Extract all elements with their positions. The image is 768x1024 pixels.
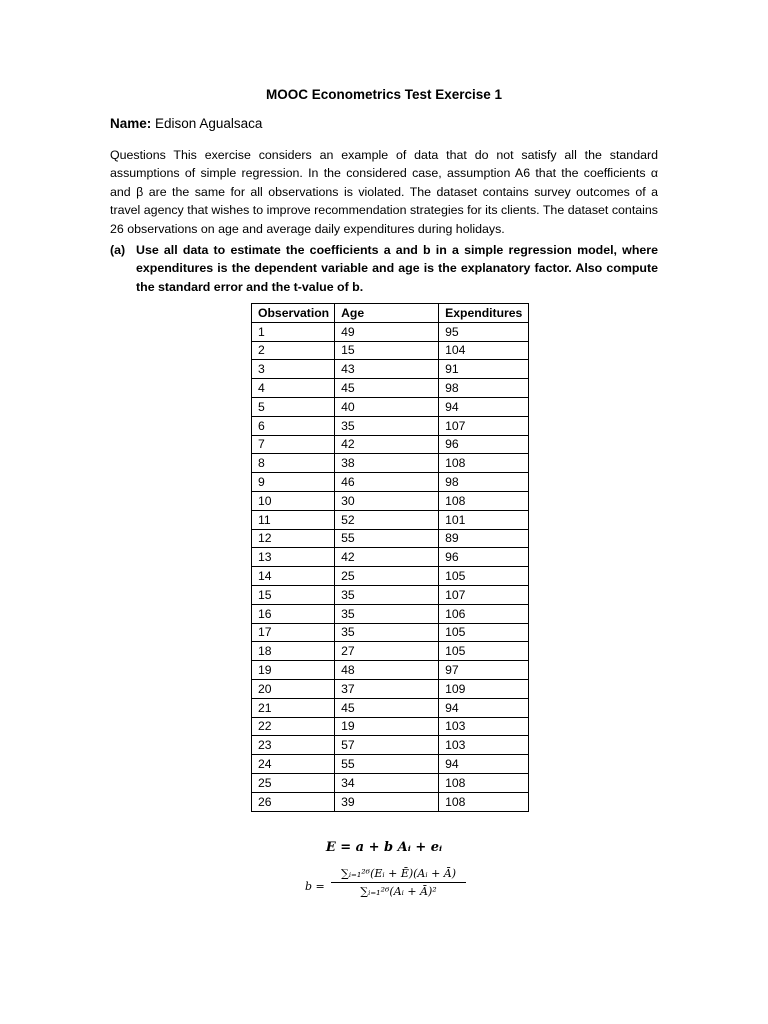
table-row <box>252 679 529 698</box>
cell-age: 39 <box>335 792 439 811</box>
b-formula-numerator: ∑ᵢ₌₁²⁶(Eᵢ + Ē)(Aᵢ + Ā) <box>331 867 466 883</box>
cell-observation: 2 <box>252 341 335 360</box>
cell-age: 35 <box>335 604 439 623</box>
cell-age: 37 <box>335 679 439 698</box>
cell-expenditures: 105 <box>439 642 529 661</box>
cell-observation: 26 <box>252 792 335 811</box>
intro-paragraph: Questions This exercise considers an example of data that do not satisfy all the standard assumptions of simple regression. In the considered case, assumption A6 that the coefficients α and β are the same for all observations is violated. The dataset contains survey outcomes of a travel agency that wishes to improve recommendation strategies for its clients. The dataset contains 26 observations on age and average daily expenditures during holidays. <box>110 148 658 236</box>
table-row <box>252 661 529 680</box>
cell-age: 19 <box>335 717 439 736</box>
cell-observation: 24 <box>252 755 335 774</box>
cell-observation: 16 <box>252 604 335 623</box>
name-label: Name: <box>110 116 152 131</box>
table-row <box>252 623 529 642</box>
cell-expenditures: 104 <box>439 341 529 360</box>
cell-age: 45 <box>335 379 439 398</box>
table-row <box>252 360 529 379</box>
table-row <box>252 604 529 623</box>
cell-expenditures: 98 <box>439 473 529 492</box>
cell-observation: 13 <box>252 548 335 567</box>
cell-age: 43 <box>335 360 439 379</box>
table-row <box>252 548 529 567</box>
table-row <box>252 416 529 435</box>
table-row <box>252 698 529 717</box>
table-row <box>252 510 529 529</box>
cell-observation: 19 <box>252 661 335 680</box>
cell-age: 30 <box>335 491 439 510</box>
b-formula-denominator: ∑ᵢ₌₁²⁶(Aᵢ + Ā)² <box>360 885 437 898</box>
table-row <box>252 454 529 473</box>
table-row <box>252 567 529 586</box>
b-formula-fraction <box>331 867 466 898</box>
cell-age: 40 <box>335 397 439 416</box>
table-row <box>252 341 529 360</box>
cell-observation: 15 <box>252 585 335 604</box>
cell-expenditures: 108 <box>439 773 529 792</box>
author-line <box>110 116 262 131</box>
table-header-row <box>252 304 529 323</box>
table-row <box>252 397 529 416</box>
cell-age: 55 <box>335 755 439 774</box>
question-a <box>110 241 658 296</box>
header-expenditures: Expenditures <box>439 304 529 323</box>
cell-expenditures: 108 <box>439 491 529 510</box>
table-row <box>252 322 529 341</box>
table-row <box>252 473 529 492</box>
cell-age: 25 <box>335 567 439 586</box>
cell-expenditures: 98 <box>439 379 529 398</box>
cell-expenditures: 89 <box>439 529 529 548</box>
cell-observation: 21 <box>252 698 335 717</box>
cell-age: 35 <box>335 623 439 642</box>
cell-observation: 1 <box>252 322 335 341</box>
table-row <box>252 435 529 454</box>
cell-age: 42 <box>335 435 439 454</box>
cell-expenditures: 96 <box>439 548 529 567</box>
cell-expenditures: 96 <box>439 435 529 454</box>
cell-expenditures: 106 <box>439 604 529 623</box>
table-body <box>252 322 529 811</box>
cell-age: 34 <box>335 773 439 792</box>
cell-observation: 17 <box>252 623 335 642</box>
table-row <box>252 792 529 811</box>
cell-observation: 20 <box>252 679 335 698</box>
cell-expenditures: 94 <box>439 755 529 774</box>
cell-observation: 25 <box>252 773 335 792</box>
cell-expenditures: 108 <box>439 792 529 811</box>
table-row <box>252 736 529 755</box>
cell-observation: 7 <box>252 435 335 454</box>
cell-observation: 12 <box>252 529 335 548</box>
cell-age: 48 <box>335 661 439 680</box>
cell-observation: 9 <box>252 473 335 492</box>
cell-age: 46 <box>335 473 439 492</box>
cell-expenditures: 91 <box>439 360 529 379</box>
cell-expenditures: 107 <box>439 585 529 604</box>
table-row <box>252 529 529 548</box>
cell-expenditures: 105 <box>439 623 529 642</box>
header-observation: Observation <box>252 304 335 323</box>
cell-observation: 22 <box>252 717 335 736</box>
data-table <box>251 303 529 812</box>
cell-age: 55 <box>335 529 439 548</box>
cell-observation: 3 <box>252 360 335 379</box>
cell-observation: 18 <box>252 642 335 661</box>
cell-expenditures: 103 <box>439 736 529 755</box>
cell-observation: 23 <box>252 736 335 755</box>
table-row <box>252 717 529 736</box>
cell-observation: 14 <box>252 567 335 586</box>
table-row <box>252 491 529 510</box>
cell-age: 42 <box>335 548 439 567</box>
cell-expenditures: 103 <box>439 717 529 736</box>
document-title: MOOC Econometrics Test Exercise 1 <box>265 87 503 102</box>
cell-expenditures: 105 <box>439 567 529 586</box>
table-row <box>252 755 529 774</box>
cell-age: 15 <box>335 341 439 360</box>
cell-age: 38 <box>335 454 439 473</box>
table-row <box>252 642 529 661</box>
cell-expenditures: 108 <box>439 454 529 473</box>
cell-age: 27 <box>335 642 439 661</box>
cell-expenditures: 101 <box>439 510 529 529</box>
cell-expenditures: 95 <box>439 322 529 341</box>
cell-observation: 10 <box>252 491 335 510</box>
question-label: (a) <box>110 243 126 257</box>
cell-expenditures: 97 <box>439 661 529 680</box>
cell-expenditures: 94 <box>439 698 529 717</box>
header-age: Age <box>335 304 439 323</box>
cell-observation: 5 <box>252 397 335 416</box>
cell-observation: 11 <box>252 510 335 529</box>
question-text: Use all data to estimate the coefficients a and b in a simple regression model, where expenditures is the dependent variable and age is the explanatory factor. Also compute the standard error and the t-value of b. <box>136 243 658 294</box>
cell-age: 35 <box>335 585 439 604</box>
cell-age: 49 <box>335 322 439 341</box>
regression-model-formula: E = a + b Aᵢ + eᵢ <box>325 840 443 855</box>
b-formula-lhs: b = <box>305 880 325 893</box>
cell-observation: 6 <box>252 416 335 435</box>
cell-age: 57 <box>335 736 439 755</box>
table-row <box>252 773 529 792</box>
cell-observation: 4 <box>252 379 335 398</box>
cell-age: 45 <box>335 698 439 717</box>
name-value: Edison Agualsaca <box>155 116 263 131</box>
table-row <box>252 379 529 398</box>
cell-observation: 8 <box>252 454 335 473</box>
cell-expenditures: 94 <box>439 397 529 416</box>
cell-expenditures: 109 <box>439 679 529 698</box>
cell-age: 35 <box>335 416 439 435</box>
cell-age: 52 <box>335 510 439 529</box>
cell-expenditures: 107 <box>439 416 529 435</box>
table-row <box>252 585 529 604</box>
